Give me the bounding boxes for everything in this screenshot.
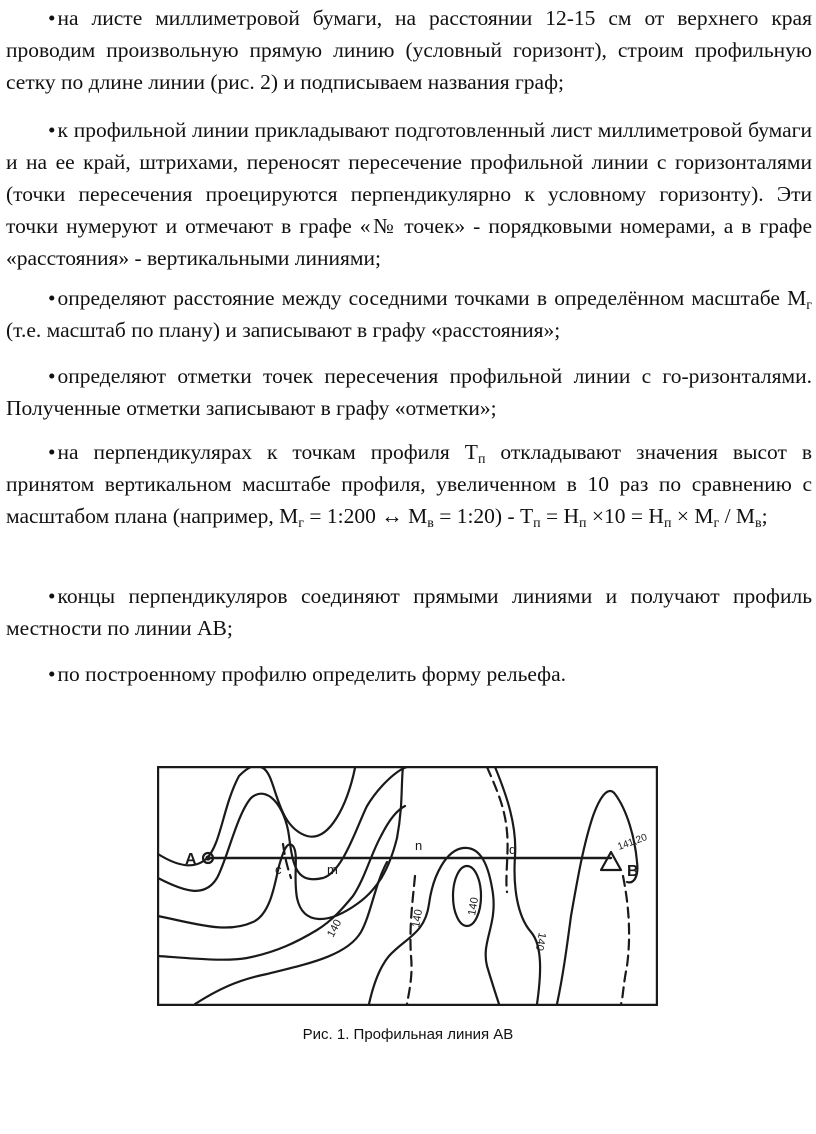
- subscript: г: [298, 516, 304, 531]
- paragraph-2: [6, 114, 812, 274]
- label-elevation-b: 141,20: [616, 832, 649, 853]
- paragraph-text: концы перпендикуляров соединяют прямыми линиями и получают профиль местности по линии АВ;: [6, 584, 812, 640]
- paragraph-text: определяют отметки точек пересечения профильной линии с го-ризонталями. Полученные отметки записывают в графу «отметки»;: [6, 364, 812, 420]
- paragraph-text: по построенному профилю определить форму рельефа.: [57, 662, 567, 686]
- paragraph-text: = 1:20) - Т: [433, 504, 534, 528]
- paragraph-text: (т.е. масштаб по плану) и записывают в графу «расстояния»;: [6, 318, 561, 342]
- subscript: г: [713, 516, 720, 531]
- contour-line: [369, 848, 499, 1004]
- paragraph-text: = 1:200 ↔ М: [303, 504, 428, 528]
- bullet: •: [48, 584, 56, 608]
- point-a-center: [207, 857, 210, 860]
- bullet: •: [48, 286, 56, 310]
- contour-line: [158, 767, 407, 891]
- bullet: •: [48, 364, 56, 388]
- paragraph-5: [6, 436, 812, 532]
- subscript: п: [477, 452, 486, 467]
- paragraph-text: ;: [761, 504, 768, 528]
- label-c: c: [275, 862, 282, 877]
- label-m: m: [327, 862, 338, 877]
- subscript: в: [427, 516, 434, 531]
- contour-line-dashed: [487, 767, 508, 892]
- contour-line: [195, 862, 387, 1004]
- subscript: г: [806, 298, 812, 313]
- bullet: •: [48, 662, 56, 686]
- contour-label-140: 140: [466, 896, 482, 917]
- label-n: n: [415, 838, 423, 853]
- subscript: п: [533, 516, 541, 531]
- paragraph-text: × М: [671, 504, 714, 528]
- paragraph-text: = Н: [540, 504, 580, 528]
- contour-label-140: 140: [325, 917, 345, 940]
- paragraph-text: откладывают значения высот в принятом вертикальном масштабе профиля, увеличенном в 10 раз по сравнению с масштабом плана (например, М: [6, 440, 813, 528]
- contour-line: [158, 767, 403, 928]
- contour-line-dashed: [621, 876, 629, 1004]
- contour-label-140: 140: [532, 931, 548, 952]
- subscript: п: [579, 516, 587, 531]
- paragraph-1: [6, 2, 812, 98]
- paragraph-text: к профильной линии прикладывают подготовленный лист миллиметровой бумаги и на ее край, штрихами, переносят пересечение профильной линии с горизонталями (точки пересечения проецируются перпендикулярно к условному горизонту). Эти точки нумеруют и отмечают в графе «№ точек» - порядковыми номерами, а в графе «расстояния» - вертикальными линиями;: [6, 118, 812, 270]
- contour-map-figure: [157, 766, 658, 1006]
- paragraph-4: [6, 360, 812, 424]
- paragraph-text: на листе миллиметровой бумаги, на расстоянии 12-15 см от верхнего края проводим произвольную прямую линию (условный горизонт), строим профильную сетку по длине линии (рис. 2) и подписываем названия граф;: [6, 6, 812, 94]
- subscript: в: [755, 516, 762, 531]
- paragraph-7: [6, 658, 812, 690]
- figure-caption: Рис. 1. Профильная линия АВ: [302, 1026, 514, 1043]
- bullet: •: [48, 118, 56, 142]
- subscript: п: [663, 516, 672, 531]
- paragraph-text: ×10 = Н: [586, 504, 664, 528]
- label-d: d: [509, 842, 517, 857]
- figure-frame: [158, 767, 657, 1005]
- paragraph-text: на перпендикулярах к точкам профиля Т: [57, 440, 478, 464]
- paragraph-6: [6, 580, 812, 644]
- contour-line-dashed: [283, 844, 291, 878]
- bullet: •: [48, 6, 56, 30]
- contour-line: [158, 806, 405, 960]
- label-b: B: [627, 863, 639, 880]
- paragraph-text: определяют расстояние между соседними точками в определённом масштабе М: [57, 286, 807, 310]
- point-b-triangle: [601, 852, 621, 870]
- label-a: A: [185, 851, 197, 868]
- paragraph-3: [6, 282, 812, 346]
- paragraph-text: / М: [719, 504, 756, 528]
- bullet: •: [48, 440, 56, 464]
- contour-label-140: 140: [410, 908, 426, 929]
